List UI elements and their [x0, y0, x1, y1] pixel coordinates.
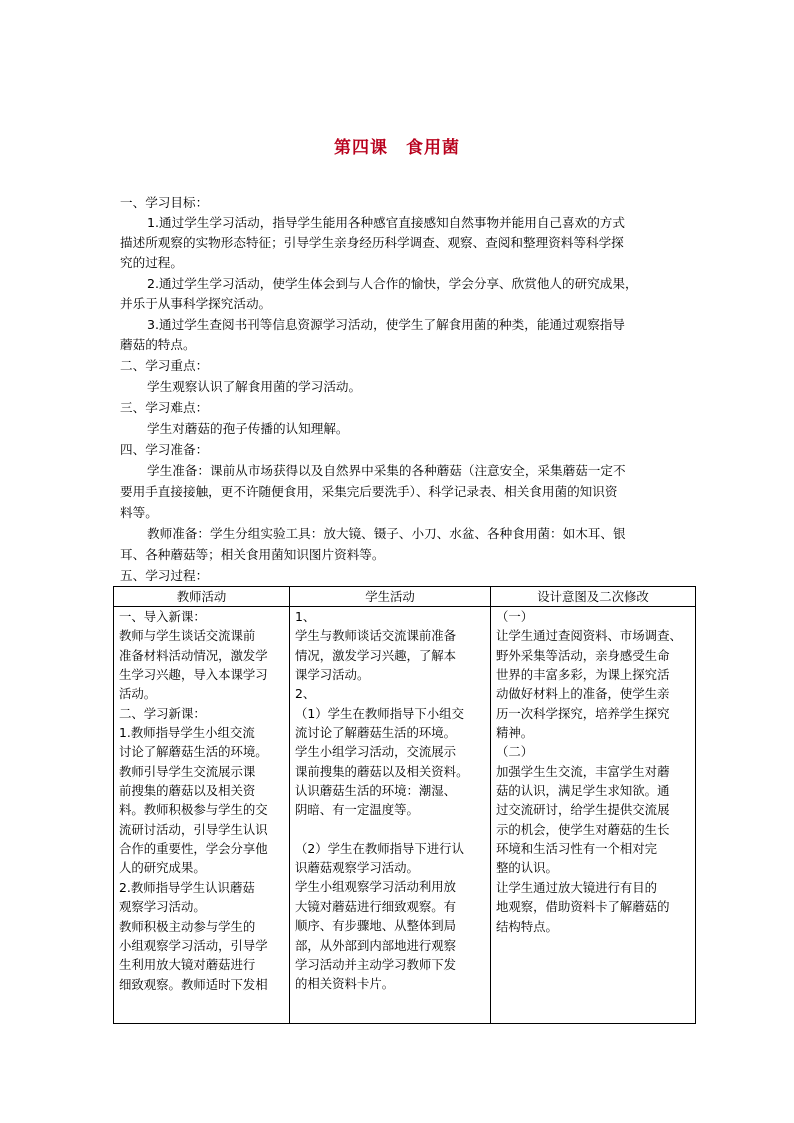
cell-line: 学习活动并主动学习教师下发 — [295, 956, 457, 972]
goal-3-line-2: 蘑菇的特点。 — [120, 337, 196, 352]
cell-line: 小组观察学习活动，引导学 — [119, 937, 268, 953]
cell-line: 顺序、有步骤地、从整体到局 — [295, 918, 457, 934]
cell-line: 结构特点。 — [496, 918, 558, 934]
cell-line: 细致观察。教师适时下发相 — [119, 976, 268, 992]
cell-line: 部，从外部到内部地进行观察 — [295, 937, 457, 953]
cell-line: 示的机会，使学生对蘑菇的生长 — [496, 821, 670, 837]
cell-line: 教师积极主动参与学生的 — [119, 918, 256, 934]
cell-line: 料。教师积极参与学生的交 — [119, 802, 268, 818]
cell-line: 人的研究成果。 — [119, 860, 206, 876]
cell-line: 大镜对蘑菇进行细致观察。有 — [295, 898, 457, 914]
goal-2-line-2: 并乐于从事科学探究活动。 — [120, 296, 272, 311]
cell-line: 地观察，借助资料卡了解蘑菇的 — [496, 899, 670, 915]
cell-line: 1.教师指导学生小组交流 — [119, 725, 255, 741]
difficulty-text: 学生对蘑菇的孢子传播的认知理解。 — [147, 421, 349, 436]
cell-line: 一、导入新课： — [119, 609, 206, 624]
cell-line: 菇的认识，满足学生求知欲。通 — [496, 783, 670, 799]
goal-1-line-3: 究的过程。 — [120, 255, 183, 270]
cell-line: 准备材料活动情况，激发学 — [119, 647, 268, 663]
student-prep-line-1: 学生准备：课前从市场获得以及自然界中采集的各种蘑菇（注意安全，采集蘑菇一定不 — [147, 463, 626, 478]
cell-line: 课学习活动。 — [295, 667, 370, 683]
page-title: 第四课 食用菌 — [334, 138, 460, 158]
cell-line: 前搜集的蘑菇以及相关资 — [119, 783, 256, 799]
cell-line: 二、学习新课： — [119, 705, 206, 721]
cell-line: 阴暗、有一定温度等。 — [295, 802, 419, 818]
design-intent-cell — [491, 607, 696, 1024]
header-design-intent: 设计意图及二次修改 — [491, 587, 696, 607]
table-header-row — [114, 587, 696, 607]
student-prep-line-3: 料等。 — [120, 505, 158, 520]
cell-line: 认识蘑菇生活的环境：潮湿、 — [295, 783, 457, 799]
cell-line: 学生小组观察学习活动利用放 — [295, 879, 457, 895]
cell-line: 合作的重要性，学会分享他 — [119, 841, 268, 857]
cell-line: 生学习兴趣，导入本课学习 — [119, 667, 268, 683]
cell-line: 流讨论了解蘑菇生活的环境。 — [295, 725, 457, 741]
cell-line: 情况，激发学习兴趣，了解本 — [295, 647, 457, 663]
cell-line: 过交流研讨，给学生提供交流展 — [496, 802, 670, 818]
section-heading-difficulty: 三、学习难点： — [120, 400, 209, 415]
cell-line: 世界的丰富多彩，为课上探究活 — [496, 667, 670, 683]
cell-line: 识蘑菇观察学习活动。 — [295, 860, 419, 876]
focus-text: 学生观察认识了解食用菌的学习活动。 — [147, 379, 362, 394]
goal-1-line-2: 描述所观察的实物形态特征；引导学生亲身经历科学调查、观察、查阅和整理资料等科学探 — [120, 235, 624, 250]
cell-line: 教师引导学生交流展示课 — [119, 763, 256, 779]
cell-line: （2）学生在教师指导下进行认 — [295, 840, 464, 856]
goal-1-line-1: 1.通过学生学习活动，指导学生能用各种感官直接感知自然事物并能用自己喜欢的方式 — [147, 215, 625, 230]
cell-line: 的相关资料卡片。 — [295, 976, 395, 992]
header-student-activity: 学生活动 — [290, 587, 491, 607]
goal-3-line-1: 3.通过学生查阅书刊等信息资源学习活动，使学生了解食用菌的种类，能通过观察指导 — [147, 317, 625, 332]
student-prep-line-2: 要用手直接接触，更不许随便食用，采集完后要洗手）、科学记录表、相关食用菌的知识资 — [120, 484, 618, 499]
cell-line: 生利用放大镜对蘑菇进行 — [119, 957, 256, 973]
cell-line — [295, 820, 485, 839]
cell-line: 讨论了解蘑菇生活的环境。 — [119, 744, 268, 760]
cell-line: 观察学习活动。 — [119, 899, 206, 915]
cell-line: 整的认识。 — [496, 860, 558, 876]
cell-line: 教师与学生谈话交流课前 — [119, 628, 256, 644]
cell-line: 让学生通过放大镜进行有目的 — [496, 879, 658, 895]
learning-process-table — [113, 586, 696, 1024]
cell-line: 流研讨活动，引导学生认识 — [119, 821, 268, 837]
cell-line: （1）学生在教师指导下小组交 — [295, 705, 464, 721]
cell-line: 课前搜集的蘑菇以及相关资料。 — [295, 763, 469, 779]
cell-line: 精神。 — [496, 725, 534, 741]
cell-line: 2、 — [295, 686, 316, 702]
header-teacher-activity: 教师活动 — [114, 587, 290, 607]
student-activity-cell — [290, 607, 491, 1024]
cell-line: （二） — [496, 744, 534, 760]
cell-line: 学生与教师谈话交流课前准备 — [295, 628, 457, 644]
cell-line: 学生小组学习活动，交流展示 — [295, 744, 457, 760]
cell-line: 环境和生活习性有一个相对完 — [496, 841, 658, 857]
section-heading-focus: 二、学习重点： — [120, 358, 209, 373]
cell-line: （一） — [496, 609, 534, 624]
cell-line: 加强学生生交流，丰富学生对蘑 — [496, 763, 670, 779]
cell-line: 动做好材料上的准备，使学生亲 — [496, 686, 670, 702]
cell-line: 野外采集等活动，亲身感受生命 — [496, 647, 670, 663]
section-heading-goals: 一、学习目标： — [120, 195, 209, 210]
cell-line: 活动。 — [119, 686, 157, 702]
cell-line: 2.教师指导学生认识蘑菇 — [119, 879, 255, 895]
teacher-prep-line-2: 耳、各种蘑菇等；相关食用菌知识图片资料等。 — [120, 547, 385, 562]
section-heading-process: 五、学习过程： — [120, 568, 209, 583]
goal-2-line-1: 2.通过学生学习活动，使学生体会到与人合作的愉快，学会分享、欣赏他人的研究成果， — [147, 276, 638, 291]
section-heading-preparation: 四、学习准备： — [120, 442, 209, 457]
cell-line: 历一次科学探究，培养学生探究 — [496, 705, 670, 721]
cell-line: 1、 — [295, 609, 316, 624]
cell-line: 让学生通过查阅资料、市场调查、 — [496, 628, 682, 644]
teacher-prep-line-1: 教师准备：学生分组实验工具：放大镜、镊子、小刀、水盆、各种食用菌：如木耳、银 — [147, 526, 626, 541]
teacher-activity-cell — [114, 607, 290, 1024]
table-row — [114, 607, 696, 1024]
